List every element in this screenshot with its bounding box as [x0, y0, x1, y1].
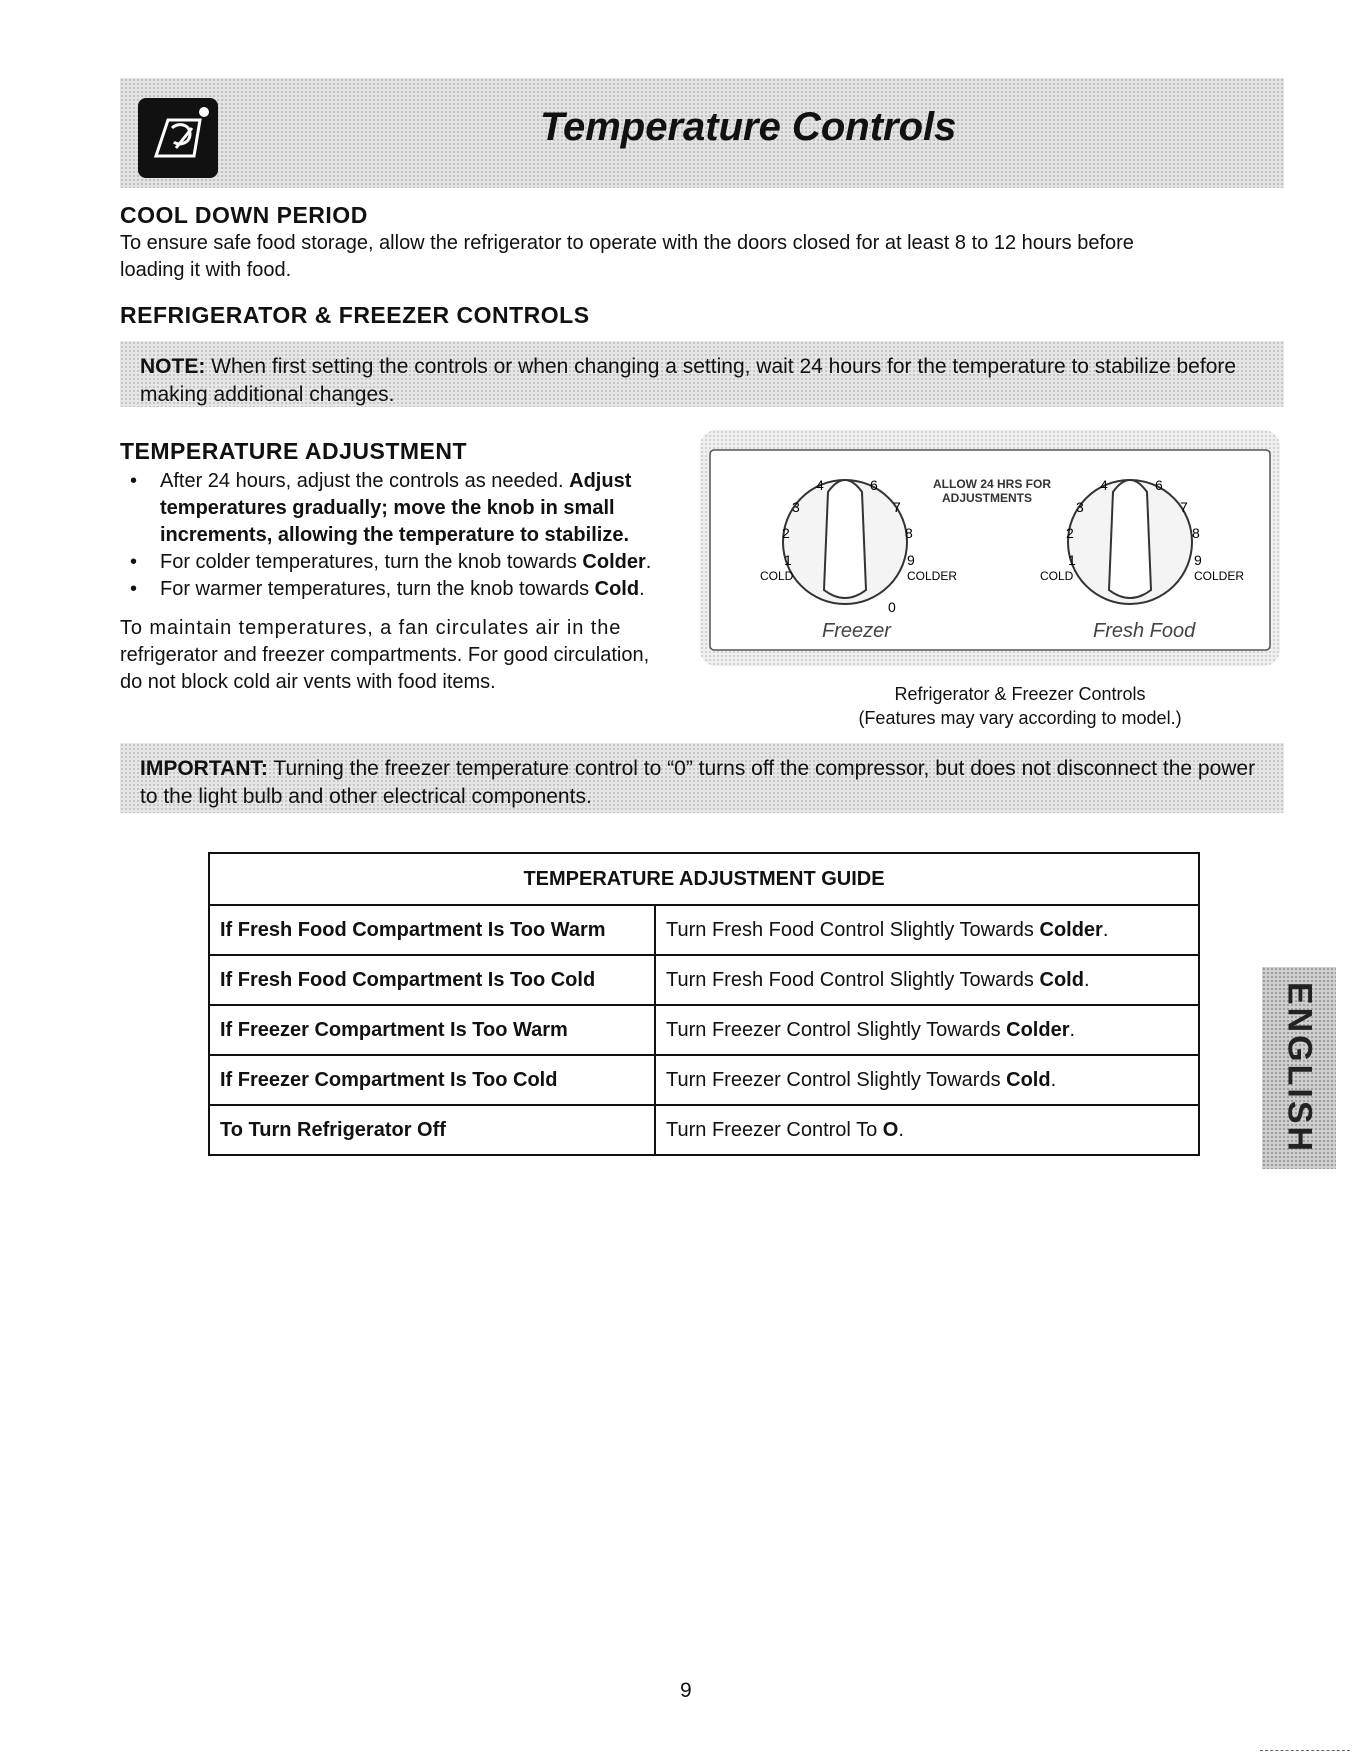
guide-condition: To Turn Refrigerator Off [209, 1105, 655, 1155]
important-text: Turning the freezer temperature control to “0” turns off the compressor, but does not disconnect the power to the light bulb and other electrical components. [140, 757, 1256, 808]
table-row [209, 955, 1199, 1005]
page-title: Temperature Controls [540, 105, 957, 149]
bullet-2-text: For colder temperatures, turn the knob towards [160, 551, 583, 573]
cool-down-line-1: To ensure safe food storage, allow the refrigerator to operate with the doors closed for at least 8 to 12 hours before [120, 232, 1134, 254]
page-number: 9 [680, 1679, 692, 1702]
important-label: IMPORTANT: [140, 757, 268, 780]
table-row [209, 1055, 1199, 1105]
table-row [209, 905, 1199, 955]
bullet-1-text: After 24 hours, adjust the controls as needed. [160, 470, 570, 492]
note-box [120, 341, 1284, 407]
freezer-label: Freezer [822, 620, 891, 642]
fresh-num-1: 1 [1068, 552, 1076, 568]
freezer-num-9: 9 [907, 552, 915, 568]
note-text: When first setting the controls or when changing a setting, wait 24 hours for the temperature to stabilize before making additional changes. [140, 355, 1237, 406]
freezer-num-6: 6 [870, 477, 878, 493]
note-label: NOTE: [140, 355, 206, 378]
freezer-colder-label: COLDER [907, 569, 958, 583]
adjustment-bullets [120, 468, 690, 603]
guide-condition: If Fresh Food Compartment Is Too Cold [209, 955, 655, 1005]
guide-condition: If Fresh Food Compartment Is Too Warm [209, 905, 655, 955]
fresh-food-label: Fresh Food [1093, 620, 1196, 642]
footer-divider [1260, 1750, 1350, 1751]
bullet-1-bold: Adjust temperatures gradually; move the knob in small increments, allowing the temperature to stabilize. [160, 470, 632, 546]
bullet-3-text: For warmer temperatures, turn the knob towards [160, 578, 595, 600]
bullet-2-bold: Colder [582, 551, 646, 573]
list-item: • For colder temperatures, turn the knob towards Colder. [130, 551, 652, 573]
fresh-num-6: 6 [1155, 477, 1163, 493]
fresh-num-7: 7 [1180, 499, 1188, 515]
freezer-num-7: 7 [893, 499, 901, 515]
dial-caption-1: Refrigerator & Freezer Controls [894, 684, 1146, 704]
guide-action: Turn Freezer Control Slightly Towards Colder. [655, 1005, 1199, 1055]
allow-label-1: ALLOW 24 HRS FOR [933, 477, 1052, 491]
control-dial-illustration [700, 430, 1280, 666]
fresh-num-3: 3 [1076, 499, 1084, 515]
controls-heading: REFRIGERATOR & FREEZER CONTROLS [120, 302, 590, 328]
freezer-cold-label: COLD [760, 569, 794, 583]
bullet-3-bold: Cold [594, 578, 640, 600]
list-item: • For warmer temperatures, turn the knob towards Cold. [130, 578, 645, 600]
temperature-adjustment-guide [208, 852, 1200, 1156]
fresh-num-2: 2 [1066, 525, 1074, 541]
freezer-num-1: 1 [784, 552, 792, 568]
guide-action: Turn Fresh Food Control Slightly Towards Colder. [655, 905, 1199, 955]
important-box [120, 743, 1284, 813]
refrigerator-controls-icon [138, 98, 218, 178]
guide-condition: If Freezer Compartment Is Too Cold [209, 1055, 655, 1105]
freezer-num-8: 8 [905, 525, 913, 541]
freezer-num-0: 0 [888, 599, 896, 615]
guide-action: Turn Fresh Food Control Slightly Towards Cold. [655, 955, 1199, 1005]
list-item: • After 24 hours, adjust the controls as needed. Adjust temperatures gradually; move the knob in small increments, allowing the temperature to stabilize. [130, 470, 632, 546]
guide-action: Turn Freezer Control To O. [655, 1105, 1199, 1155]
freezer-num-4: 4 [816, 477, 824, 493]
fan-line-3: do not block cold air vents with food items. [120, 671, 496, 693]
fresh-num-4: 4 [1100, 477, 1108, 493]
fresh-num-8: 8 [1192, 525, 1200, 541]
language-tab [1262, 967, 1336, 1169]
table-row [209, 1005, 1199, 1055]
fresh-num-9: 9 [1194, 552, 1202, 568]
freezer-num-3: 3 [792, 499, 800, 515]
fan-line-2: refrigerator and freezer compartments. For good circulation, [120, 644, 650, 666]
guide-action: Turn Freezer Control Slightly Towards Cold. [655, 1055, 1199, 1105]
cool-down-line-2: loading it with food. [120, 259, 292, 281]
language-tab-label: ENGLISH [1280, 981, 1319, 1155]
table-row [209, 1105, 1199, 1155]
allow-label-2: ADJUSTMENTS [942, 491, 1033, 505]
cool-down-heading: COOL DOWN PERIOD [120, 202, 368, 228]
guide-condition: If Freezer Compartment Is Too Warm [209, 1005, 655, 1055]
fresh-colder-label: COLDER [1194, 569, 1245, 583]
dial-caption-2: (Features may vary according to model.) [858, 708, 1182, 728]
adjustment-heading: TEMPERATURE ADJUSTMENT [120, 438, 468, 464]
fresh-cold-label: COLD [1040, 569, 1074, 583]
fan-line-1: To maintain temperatures, a fan circulates air in the [120, 617, 622, 639]
freezer-num-2: 2 [782, 525, 790, 541]
guide-title: TEMPERATURE ADJUSTMENT GUIDE [209, 853, 1199, 905]
